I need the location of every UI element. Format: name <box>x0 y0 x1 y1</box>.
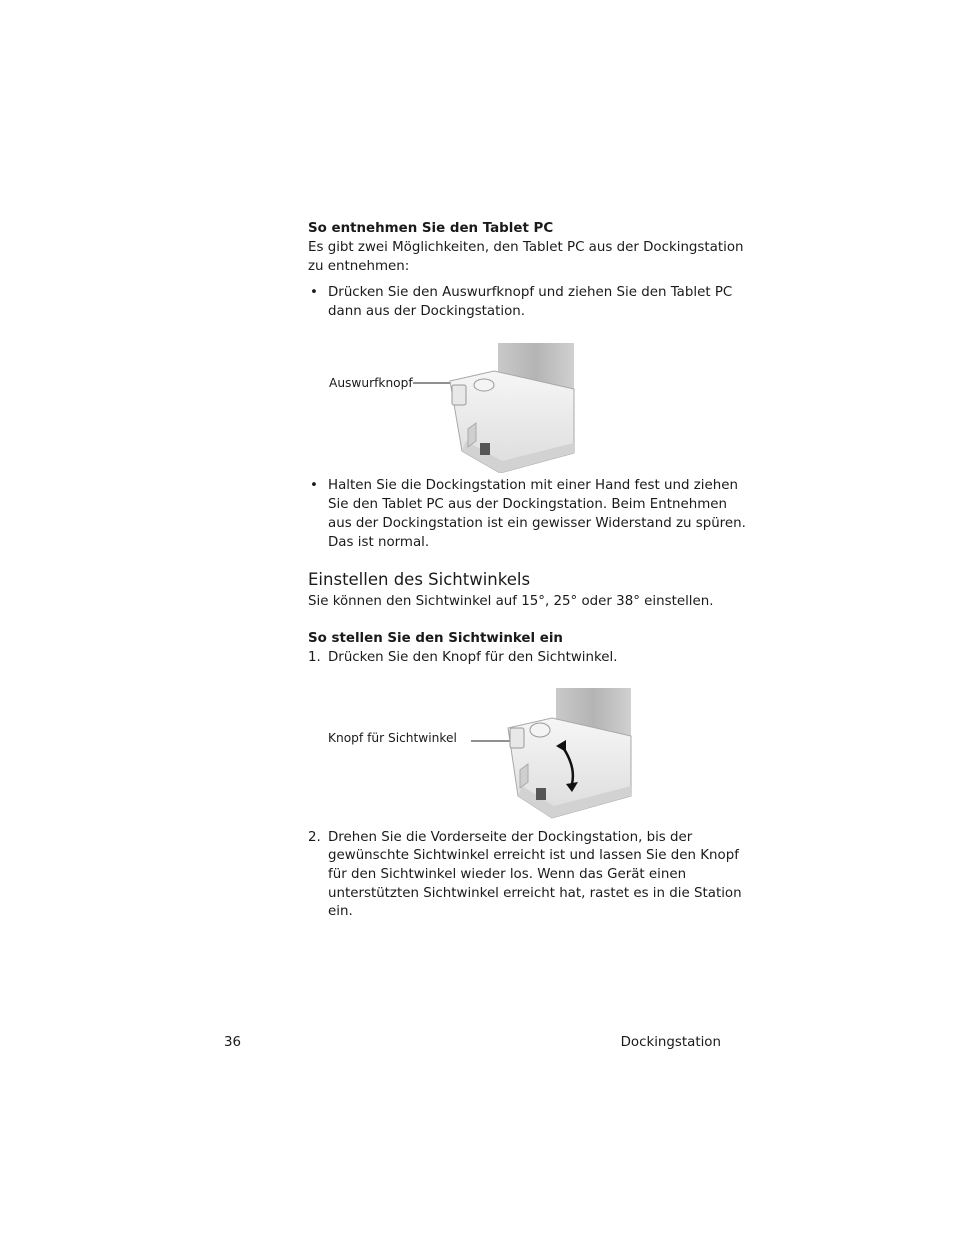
bullet-text: Halten Sie die Dockingstation mit einer Hand fest und ziehen <box>328 478 738 493</box>
bullet-text: dann aus der Dockingstation. <box>328 304 526 319</box>
bullet-text: aus der Dockingstation ist ein gewisser Widerstand zu spüren. <box>328 516 746 531</box>
step-text: Drehen Sie die Vorderseite der Dockingstation, bis der <box>328 830 693 845</box>
docking-station-angle-illustration <box>468 688 633 820</box>
step-text: Drücken Sie den Knopf für den Sichtwinkel. <box>328 650 618 665</box>
subheading-adjust-angle: So stellen Sie den Sichtwinkel ein <box>308 631 563 646</box>
page-number: 36 <box>224 1035 242 1050</box>
step-number: 2. <box>308 830 321 845</box>
step-text: ein. <box>328 904 353 919</box>
footer-chapter-title: Dockingstation <box>620 1035 721 1050</box>
bullet-text: Sie den Tablet PC aus der Dockingstation. Beim Entnehmen <box>328 497 727 512</box>
bullet-marker: • <box>310 478 318 493</box>
figure-label-eject-button: Auswurfknopf <box>329 376 413 390</box>
figure-label-angle-button: Knopf für Sichtwinkel <box>328 731 457 745</box>
step-text: für den Sichtwinkel wieder los. Wenn das Gerät einen <box>328 867 687 882</box>
intro-text: Sie können den Sichtwinkel auf 15°, 25° oder 38° einstellen. <box>308 594 714 609</box>
bullet-text: Drücken Sie den Auswurfknopf und ziehen Sie den Tablet PC <box>328 285 733 300</box>
docking-station-eject-illustration <box>410 343 576 473</box>
step-text: gewünschte Sichtwinkel erreicht ist und lassen Sie den Knopf <box>328 848 739 863</box>
step-text: unterstützten Sichtwinkel erreicht hat, rastet es in die Station <box>328 886 742 901</box>
intro-text: Es gibt zwei Möglichkeiten, den Tablet PC aus der Dockingstation <box>308 240 744 255</box>
bullet-marker: • <box>310 285 318 300</box>
section-title-viewing-angle: Einstellen des Sichtwinkels <box>308 570 531 589</box>
intro-text: zu entnehmen: <box>308 259 410 274</box>
section-heading-remove: So entnehmen Sie den Tablet PC <box>308 221 554 236</box>
step-number: 1. <box>308 650 321 665</box>
bullet-text: Das ist normal. <box>328 535 430 550</box>
